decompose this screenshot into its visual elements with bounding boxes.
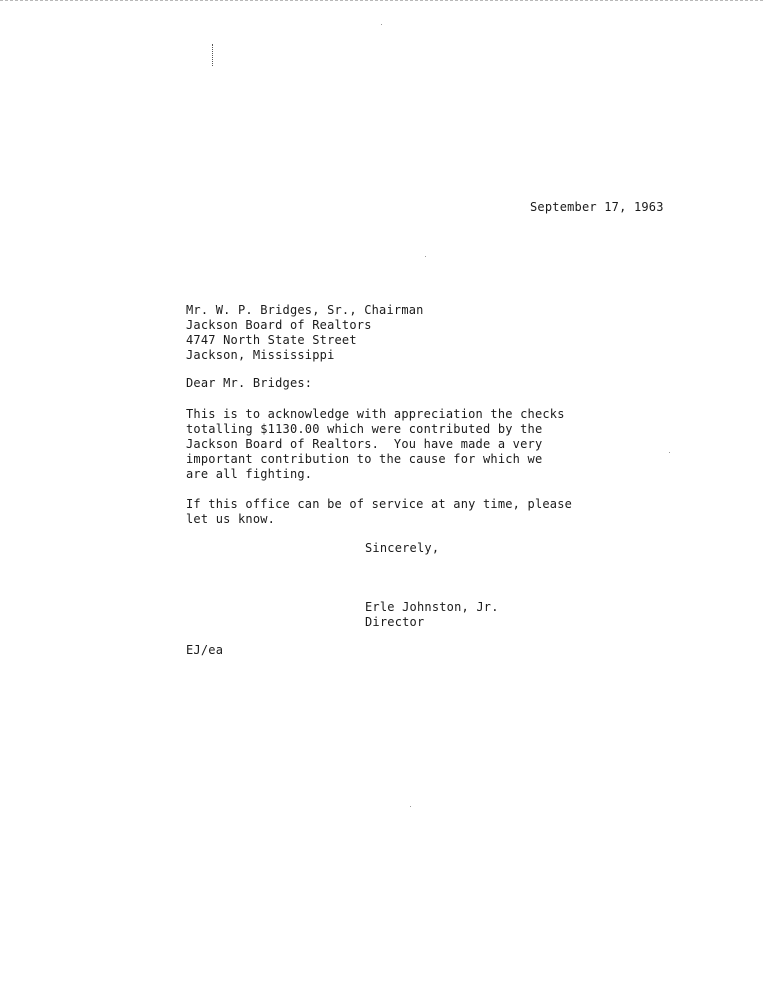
- body-paragraph-1: [186, 407, 565, 482]
- recipient-address: [186, 303, 424, 363]
- body-line: This is to acknowledge with appreciation the checks: [186, 407, 565, 421]
- closing: Sincerely,: [365, 541, 440, 555]
- signer-title: Director: [365, 615, 425, 629]
- paper-speck: [410, 806, 411, 807]
- recipient-line: Mr. W. P. Bridges, Sr., Chairman: [186, 303, 424, 317]
- body-line: totalling $1130.00 which were contributed by the: [186, 422, 543, 436]
- paper-speck: [381, 24, 382, 25]
- paper-speck: [425, 256, 426, 257]
- recipient-line: Jackson Board of Realtors: [186, 318, 372, 332]
- body-line: If this office can be of service at any time, please: [186, 497, 573, 511]
- recipient-line: Jackson, Mississippi: [186, 348, 335, 362]
- paper-speck: [669, 452, 670, 453]
- body-line: important contribution to the cause for which we: [186, 452, 543, 466]
- reference-initials: EJ/ea: [186, 643, 224, 657]
- body-line: are all fighting.: [186, 467, 313, 481]
- body-line: let us know.: [186, 512, 276, 526]
- signer-name: Erle Johnston, Jr.: [365, 600, 499, 614]
- page-edge-border: [0, 0, 763, 1]
- margin-mark: [212, 44, 213, 66]
- body-paragraph-2: [186, 497, 572, 527]
- salutation: Dear Mr. Bridges:: [186, 376, 313, 390]
- body-line: Jackson Board of Realtors. You have made a very: [186, 437, 543, 451]
- recipient-line: 4747 North State Street: [186, 333, 357, 347]
- letter-date: September 17, 1963: [530, 200, 664, 214]
